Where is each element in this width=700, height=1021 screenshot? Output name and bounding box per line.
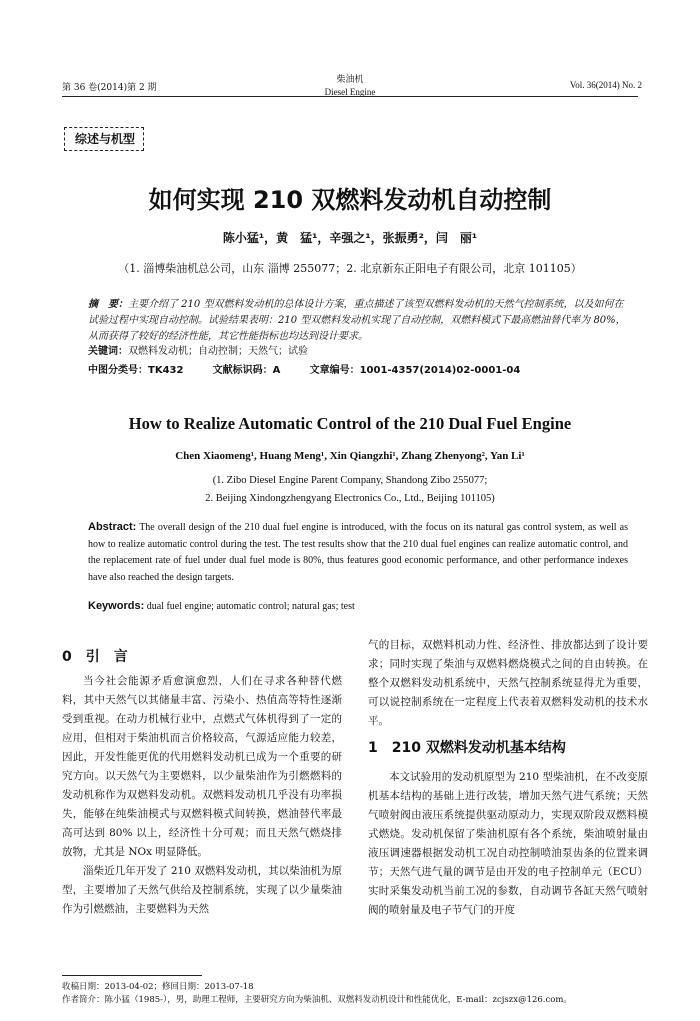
section-1-heading: 1 210 双燃料发动机基本结构: [368, 740, 566, 756]
affiliation-en-2: 2. Beijing Xindongzhengyang Electronics Co., Ltd., Beijing 101105): [205, 493, 495, 504]
abstract-cn-text: 主要介绍了 210 型双燃料发动机的总体设计方案，重点描述了该型双燃料发动机的天然气控制系统，以及如何在试验过程中实现自动控制。试验结果表明：210 型双燃料发动机实现了自动控制，双燃料模式下最高燃油替代率为 80%，从而获得了较好的经济性能，其它性能指标也均达到设计要求。: [88, 299, 626, 342]
footnote-author: 作者简介：陈小猛（1985-），男，助理工程师，主要研究方向为柴油机、双燃料发动机设计和性能优化，E-mail：zcjszx@126.com。: [62, 995, 572, 1005]
journal-volume-en: Vol. 36(2014) No. 2: [569, 80, 642, 90]
clc-number: 中图分类号：TK432: [88, 365, 184, 376]
paragraph: 淄柴近几年开发了 210 双燃料发动机，其以柴油机为原型，主要增加了天然气供给及控制系统，实现了以少量柴油作为引燃燃油，主要燃料为天然: [62, 865, 342, 915]
keywords-en-text: dual fuel engine; automatic control; natural gas; test: [146, 601, 355, 612]
authors-cn: 陈小猛¹，黄 猛¹，辛强之¹，张振勇²，闫 丽¹: [222, 231, 478, 245]
classification-line: [88, 361, 546, 376]
journal-name-cn: 柴油机: [336, 75, 364, 85]
paragraph: 本文试验用的发动机原型为 210 型柴油机，在不改变原机基本结构的基础上进行改装，增加天然气进气系统；天然气喷射阀由液压系统提供驱动原动力，实现双阶段双燃料模式燃烧。发动机保留了柴油机原有各个系统，柴油喷射量由液压调速器根据发动机工况自动控制喷油泵齿条的位置来调节；天然气进气量的调节是由开发的电子控制单元（ECU）实时采集发动机当前工况的参数，自动调节各缸天然气喷射阀的喷射量及电子节气门的开度: [368, 771, 648, 916]
keywords-cn-text: 双燃料发动机；自动控制；天然气；试验: [128, 346, 308, 357]
authors-en: Chen Xiaomeng¹, Huang Meng¹, Xin Qiangzhi¹, Zhang Zhenyong², Yan Li¹: [175, 450, 525, 462]
journal-name-en: Diesel Engine: [324, 87, 376, 97]
affiliation-cn: （1. 淄博柴油机总公司，山东 淄博 255077；2. 北京新东正阳电子有限公司，北京 101105）: [118, 262, 582, 275]
journal-volume: 第 36 卷(2014)第 2 期: [62, 83, 157, 93]
paper-title-en: How to Realize Automatic Control of the 210 Dual Fuel Engine: [128, 414, 572, 433]
body-left-column: [62, 672, 342, 919]
section-0-heading: 0 引 言: [62, 649, 128, 665]
footnote-dates: 收稿日期：2013-04-02；修回日期：2013-07-18: [62, 982, 254, 992]
abstract-en-label: Abstract:: [88, 521, 137, 533]
body-right-column: [368, 636, 648, 920]
keywords-en: [88, 600, 628, 612]
header-rule: [62, 96, 638, 97]
abstract-en-text: The overall design of the 210 dual fuel engine is introduced, with the focus on its natural gas control system, as well as how to realize automatic control during the test. The test results show that the 210 dual fuel engines can realize automatic control, and the replacement rate of fuel under dual fuel mode is 80%, thus features good economic performance, and other performance indexes have also reached the design targets.: [88, 522, 628, 583]
abstract-cn: [88, 297, 628, 345]
affiliation-en-1: (1. Zibo Diesel Engine Parent Company, Shandong Zibo 255077;: [212, 475, 488, 486]
article-number: 文章编号：1001-4357(2014)02-0001-04: [309, 365, 521, 376]
paper-title-cn: 如何实现 210 双燃料发动机自动控制: [148, 186, 552, 214]
abstract-en: [88, 519, 628, 586]
section-tag: 综述与机型: [64, 127, 144, 151]
paragraph: 气的目标，双燃料机动力性、经济性、排放都达到了设计要求；同时实现了柴油与双燃料燃烧模式之间的自由转换。在整个双燃料发动机系统中，天然气控制系统显得尤为重要，可以说控制系统在一定程度上代表着双燃料发动机的技术水平。: [368, 639, 648, 727]
keywords-cn-label: 关键词：: [88, 346, 128, 357]
keywords-cn: [88, 344, 628, 360]
keywords-en-label: Keywords:: [88, 600, 145, 612]
paragraph: 当今社会能源矛盾愈演愈烈，人们在寻求各种替代燃料，其中天然气以其储量丰富、污染小、热值高等特性逐渐受到重视。在动力机械行业中，点燃式气体机得到了一定的应用，但相对于柴油机而言价格较高，气源适应能力较差，因此，开发性能更优的代用燃料发动机已成为一个重要的研究方向。以天然气为主要燃料，以少量柴油作为引燃燃料的发动机称作为双燃料发动机。双燃料发动机几乎没有功率损失，能够在纯柴油模式与双燃料模式间转换，燃油替代率最高可达到 80% 以上，经济性十分可观；而且天然气燃烧排放物，尤其是 NOx 明显降低。: [62, 675, 342, 858]
abstract-cn-label: 摘 要：: [88, 299, 128, 310]
document-code: 文献标识码：A: [212, 365, 281, 376]
footnote-rule: [62, 975, 202, 976]
